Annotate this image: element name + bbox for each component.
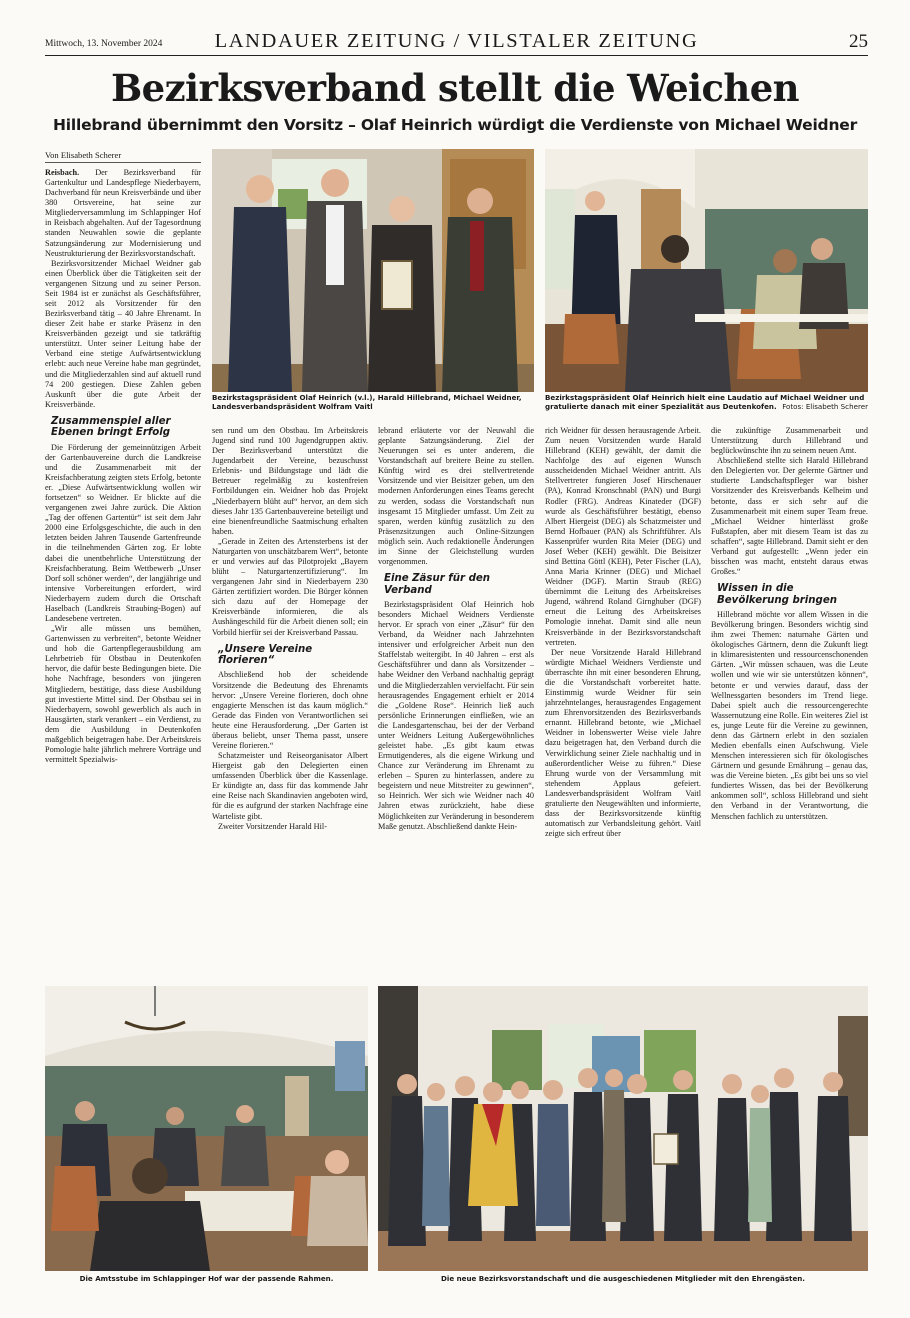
paragraph: Hillebrand möchte vor allem Wissen in die Bevölkerung bringen. Besonders wichtig sind ihm zwei Themen: naturnahe Gärten und ökologisches Gärtnern, denn die Zukunft liegt in klimaresistenten und ressourcenschonenden Gärten. „Wir müssen schauen, was die Leute wollen und wie wir sie unterstützen können“, betonte er und verwies darauf, dass der Wellnessgarten besonders im Trend liege. Dabei spielt auch die ressourcengerechte Wassernutzung eine Rolle. Ein weiteres Ziel ist es, junge Leute für die Vereine zu gewinnen, denn das Gärtnern erlebt in den sozialen Medien ebenfalls einen Aufschwung. Viele Menschen interessieren sich für ökologisches Gärtnern und gesunde Ernährung – genau das, was die Vereine bieten. „Es gibt bei uns so viel fundiertes Wissen, das bei der Bevölkerung ankommen soll“, schloss Hillebrand und sieht den Verband in der Verantwortung, die Menschen fachlich zu unterstützen. bbox=[711, 609, 868, 821]
byline: Von Elisabeth Scherer bbox=[45, 150, 201, 163]
photo-meeting-room bbox=[45, 986, 368, 1271]
text-column-4 bbox=[545, 426, 701, 975]
paragraph: Die Förderung der gemeinnützigen Arbeit der Gartenbauvereine durch die Landkreise und die Zusammenarbeit mit der Kreisfachberatung zeigten stets Erfolg, betonte er. „Diese Aufwärtsentwicklung wollen wir fortsetzen“ so Weidner. Er blickte auf die vergangenen zwei Jahre zurück. Die Aktion „Tag der offenen Gartentür“ ist seit dem Jahr 2000 eine Erfolgsgeschichte, die auch in den letzten beiden Jahren Tausende Gartenfreunde in die teilnehmenden Gärten zog. Er lobte dabei die unentbehrliche Unterstützung der Kreisfachberatung. Beim Wettbewerb „Unser Dorf soll schöner werden“, der langjährige und intensive Vorbereitungen erfordert, wird Niederbayern zudem durch die Ortschaft Haselbach (Landkreis Straubing-Bogen) auf Landesebene vertreten. bbox=[45, 442, 201, 624]
paragraph: Bezirksvorsitzender Michael Weidner gab einen Überblick über die Tätigkeiten seit der vergangenen Sitzung und zu seiner Person. Seit 1984 ist er zunächst als Geschäftsführer, seit 2012 als Vorsitzender für den Bezirksverband tätig – 40 Jahre Ehrenamt. In dieser Zeit habe er starke Präsenz in den Kreisverbänden gezeigt und sie tatkräftig unterstützt. Unter seiner Leitung habe der Verband eine stetige Aufwärtsentwicklung erlebt: auch neue Vereine habe man gegründet, und die Mitgliederzahlen sind auf aktuell rund 74 200 gestiegen. Diese Zahlen geben Auskunft über die gute Arbeit der Kreisverbände. bbox=[45, 258, 201, 409]
text-column-5 bbox=[711, 426, 868, 975]
paragraph: Der Bezirksverband für Gartenkultur und Landespflege Niederbayern, Dachverband für neun Kreisverbände und über 380 Ortsvereine, hat seine zur Mitgliederversammlung im Schlappinger Hof in Reisbach abgehalten. Auf der Tagesordnung standen Neuwahlen sowie die geplante Satzungsänderung zur Modernisierung und Neustrukturierung der Bezirksvorstandschaft. bbox=[45, 168, 201, 258]
article-subheadline: Hillebrand übernimmt den Vorsitz – Olaf Heinrich würdigt die Verdienste von Michael Weidner bbox=[52, 116, 858, 134]
photo-caption: Bezirkstagspräsident Olaf Heinrich (v.l.), Harald Hillebrand, Michael Weidner, Landesverbandspräsident Wolfram Vaitl bbox=[212, 393, 522, 411]
photo-board-group bbox=[378, 986, 868, 1271]
masthead bbox=[45, 30, 868, 56]
text-column-2 bbox=[212, 426, 368, 975]
paragraph: rich Weidner für dessen herausragende Arbeit. Zum neuen Vorsitzenden wurde Harald Hillebrand (KEH) gewählt, der damit die Nachfolge des auf eigenen Wunsch ausscheidenden Michael Weidner antritt. Als Stellvertreter fungieren Josef Hirschenauer (PA), Konrad Kronschnabl (PAN) und Burgi Rodler (FRG). Andreas Kinateder (DGF) wurde als Geschäftsführer bestätigt, ebenso Albert Hiergeist (DEG) als Schatzmeister und Bernd Hofbauer (PAN) als Schriftführer. Als Kassenprüfer wurden Rita Meier (DEG) und Josef Weber (KEH) gewählt. Die Beisitzer sind Bettina Göttl (KEH), Peter Fischer (LA), Anna Maria Krinner (DEG) und Michael Weidner (DGF). Martin Straub (REG) übernimmt die Leitung des Arbeitskreises Jugend, während Roland Girnghuber (DGF) erneut die Leitung des Arbeitskreises Pomologie innehat. Damit sind alle neun Kreisverbände in der Bezirksvorstandschaft vertreten. bbox=[545, 426, 701, 647]
photo-caption bbox=[545, 393, 868, 411]
text-column-3 bbox=[378, 426, 534, 975]
article-headline: Bezirksverband stellt die Weichen bbox=[111, 66, 799, 110]
photo-caption: Die neue Bezirksvorstandschaft und die ausgeschiedenen Mitglieder mit den Ehrengästen. bbox=[441, 1274, 805, 1283]
paragraph: „Wir alle müssen uns bemühen, Gartenwissen zu verbreiten“, betonte Weidner und hob die Gartenpflegerausbildung am Lehrbetrieb für Obstbau in Deutenkofen hervor, die dafür beste Bedingungen biete. Die hohe Nachfrage, besonders von jüngeren Mitgliedern, bestätige, dass diese Ausbildung gut investierte Mittel sind. Der Obstbau sei in Niederbayern, sowohl gewerblich als auch in Hausgärten, stark verankert – ein Verdienst, zu dem die Ausbildung in Deutenkofen maßgeblich beigetragen habe. Der Arbeitskreis Pomologie halte jährlich mehrere Vorträge und vermittelt Spezialwis- bbox=[45, 624, 201, 765]
paragraph: Bezirkstagspräsident Olaf Heinrich hob besonders Michael Weidners Verdienste hervor. Er sprach von einer „Zäsur“ für den Verband, da Weidner nach Jahrzehnten intensiver und erfolgreicher Arbeit nun den Staffelstab weitergibt. In 40 Jahren – erst als Geschäftsführer und dann als Vorsitzender – habe Weidner den Verband nachhaltig geprägt und die Mitgliederzahlen vervielfacht. Für sein herausragendes Engagement erhielt er 2014 die „Goldene Rose“. Heinrich ließ auch persönliche Erinnerungen einfließen, wie an die Landesgartenschau, bei der der Verband unter Weidners Leitung Außergewöhnliches geleistet habe. „Es gibt kaum etwas Ermutigenderes, als die eigene Wirkung und Chance zur Veränderung im Ehrenamt zu erleben – Spuren zu hinterlassen, andere zu begeistern und neue Mitstreiter zu gewinnen“, so Heinrich. Wer sich wie Weidner nach 40 Jahren etwas zurückzieht, habe diese Möglichkeiten zur Veränderung in besonderem Maße genutzt. Abschließend dankte Hein- bbox=[378, 599, 534, 831]
text-column-1 bbox=[45, 168, 201, 975]
paragraph: die zukünftige Zusammenarbeit und Unterstützung durch Hillebrand und beglückwünschte ihn zu seinem neuen Amt. bbox=[711, 426, 868, 456]
paragraph: Der neue Vorsitzende Harald Hillebrand würdigte Michael Weidners Verdienste und überraschte ihn mit einer besonderen Ehrung, die die Vorstandschaft vorbereitet hatte. Einstimmig wurde Weidner für sein jahrzehntelanges, herausragendes Engagement zum Ehrenvorsitzenden des Bezirksverbands ernannt. Hillebrand betonte, wie „Michael Weidner in lobenswerter Weise viele Jahre dazu beigetragen hat, den Verband durch die Verwirklichung seiner Ziele nachhaltig und in außerordentlicher Weise zu führen.“ Diese Ehrung wurde von der Versammlung mit stehendem Applaus gefeiert. Landesverbandspräsident Wolfram Vaitl gratulierte den Neugewählten und informierte, dass der Bezirksvorsitzende künftig automatisch zur Verbandsleitung gehört. Vaitl zeigte sich erfreut über bbox=[545, 647, 701, 839]
photo-laudatio bbox=[545, 149, 868, 392]
photo-caption: Die Amtsstube im Schlappinger Hof war der passende Rahmen. bbox=[79, 1274, 334, 1283]
dateline: Reisbach. bbox=[45, 168, 80, 177]
photo-group-portrait bbox=[212, 149, 534, 392]
paragraph: Zweiter Vorsitzender Harald Hil- bbox=[218, 821, 327, 831]
paragraph: lebrand erläuterte vor der Neuwahl die geplante Satzungsänderung. Ziel der Neuerungen sei es unter anderem, die Vorstandschaft auf breitere Beine zu stellen. Künftig wird es drei stellvertretende Vorsitzende und vier Beisitzer geben, um den modernen Anforderungen eines Teams gerecht zu werden, sodass die Vorstandschaft nun insgesamt 15 Mitglieder umfasst. Um Zeit zu sparen, werden künftig zusätzlich zu den Präsenzsitzungen auch Online-Sitzungen möglich sein. Auch redaktionelle Änderungen im Sinne der Gleichstellung wurden vorgenommen. bbox=[378, 426, 534, 567]
paragraph: Abschließend stellte sich Harald Hillebrand den Delegierten vor. Der gelernte Gärtner und studierte Landschaftspfleger war bisher Vorsitzender des Kreisverbands Kelheim und betonte, dass er sich sehr auf die Zusammenarbeit mit einem super Team freue. „Michael Weidner hinterlässt große Fußstapfen, aber mit diesem Team ist das zu schaffen“, sagte Hillebrand. Damit sieht er den Verband gut aufgestellt: „Wenn jeder ein bisschen was macht, entsteht daraus etwas Großes.“ bbox=[711, 456, 868, 577]
paragraph: „Gerade in Zeiten des Artensterbens ist der Naturgarten von unschätzbarem Wert“, betonte er und verwies auf das Pilotprojekt „Bayern blüht – Naturgartenzertifizierung“. Im vergangenen Jahr sind in Niederbayern 230 Gärten zertifiziert worden. Die Bürger können sich dazu auf der Homepage der Kreisverbände informieren, die als Aushängeschild für die Arbeit dienen soll; ein Vorbild hierfür sei der Kreisverband Passau. bbox=[212, 536, 368, 637]
paragraph: sen rund um den Obstbau. Im Arbeitskreis Jugend sind rund 100 Jugendgruppen aktiv. Der Bezirksverband unterstützt die Jugendarbeit der Vereine, bezuschusst Erlebnis- und Bildungstage und lädt die Betreuer regelmäßig zu kostenfreien Fortbildungen ein. Weidner hob das Projekt „Niederbayern blüht auf“ hervor, an dem sich dieses Jahr 135 Gartenbauvereine beteiligt und eine bienenfreundliche Saatmischung erhalten haben. bbox=[212, 426, 368, 536]
section-heading: Zusammenspiel aller Ebenen bringt Erfolg bbox=[51, 415, 171, 439]
paragraph: Abschließend hob der scheidende Vorsitzende die Bedeutung des Ehrenamts hervor: „Unsere Vereine florieren, doch ohne engagierte Menschen ist das kaum möglich.“ Gerade das Finden von Verantwortlichen sei heute eine Herausforderung. „Der Garten ist überaus beliebt, unser Thema passt, unsere Vereine florieren.“ bbox=[212, 670, 368, 750]
section-heading: Eine Zäsur für den Verband bbox=[384, 573, 491, 596]
page-number: 25 bbox=[849, 31, 868, 52]
photo-credit: Fotos: Elisabeth Scherer bbox=[782, 402, 868, 411]
paragraph: Schatzmeister und Reiseorganisator Albert Hiergeist gab den Delegierten einen umfassenden Überblick über die Kassenlage. Er kündigte an, dass für das kommende Jahr eine Reise nach Skandinavien angeboten wird, für die es aufgrund der starken Nachfrage eine Warteliste gibt. bbox=[212, 751, 368, 821]
section-heading: „Unsere Vereine florieren“ bbox=[218, 643, 313, 667]
caption-text: Bezirkstagspräsident Olaf Heinrich hielt eine Laudatio auf Michael Weidner und gratulierte danach mit einer Spezialität aus Deutenkofen. bbox=[545, 393, 865, 411]
issue-date: Mittwoch, 13. November 2024 bbox=[45, 39, 163, 49]
newspaper-title: LANDAUER ZEITUNG / VILSTALER ZEITUNG bbox=[214, 30, 699, 52]
section-heading: Wissen in die Bevölkerung bringen bbox=[717, 583, 838, 606]
